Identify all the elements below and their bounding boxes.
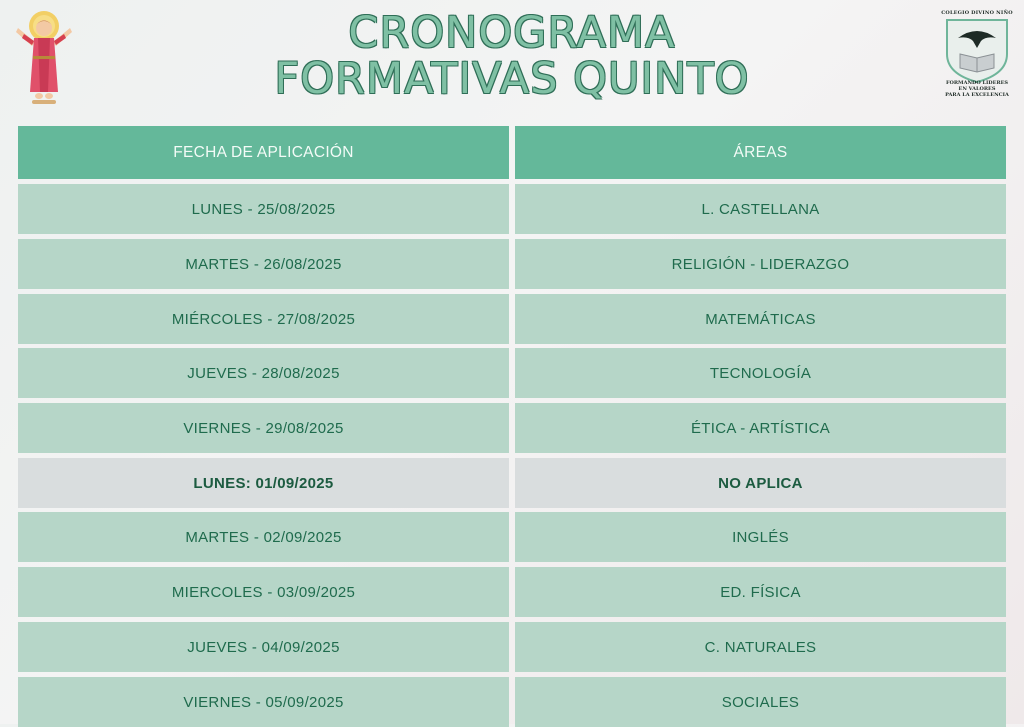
area-cell: TECNOLOGÍA: [515, 348, 1006, 398]
table-header-row: [18, 126, 1006, 176]
table-row: [18, 294, 1006, 344]
motto-line-3: PARA LA EXCELENCIA: [945, 92, 1009, 98]
title-line-1: CRONOGRAMA: [348, 8, 676, 58]
fecha-cell: JUEVES - 04/09/2025: [18, 622, 509, 672]
divino-nino-illustration: [8, 8, 80, 110]
title-line-2: FORMATIVAS QUINTO: [274, 54, 750, 104]
area-cell: L. CASTELLANA: [515, 184, 1006, 234]
fecha-cell: JUEVES - 28/08/2025: [18, 348, 509, 398]
school-name: COLEGIO DIVINO NIÑO: [941, 10, 1013, 16]
table-row: [18, 512, 1006, 562]
fecha-cell: MIÉRCOLES - 27/08/2025: [18, 294, 509, 344]
school-motto: [940, 80, 1014, 98]
table-row: [18, 677, 1006, 727]
area-cell: ED. FÍSICA: [515, 567, 1006, 617]
table-row-no-aplica: [18, 458, 1006, 508]
motto-line-1: FORMANDO LIDERES: [945, 80, 1009, 86]
shield-icon: [940, 14, 1014, 86]
fecha-cell: VIERNES - 05/09/2025: [18, 677, 509, 727]
motto-line-2: EN VALORES: [958, 86, 996, 92]
fecha-cell: MIERCOLES - 03/09/2025: [18, 567, 509, 617]
header-fecha: FECHA DE APLICACIÓN: [18, 126, 509, 179]
table-row: [18, 622, 1006, 672]
area-cell: ÉTICA - ARTÍSTICA: [515, 403, 1006, 453]
fecha-cell: MARTES - 26/08/2025: [18, 239, 509, 289]
fecha-cell: LUNES: 01/09/2025: [18, 458, 509, 508]
area-cell: MATEMÁTICAS: [515, 294, 1006, 344]
area-cell: C. NATURALES: [515, 622, 1006, 672]
area-cell: INGLÉS: [515, 512, 1006, 562]
area-cell: NO APLICA: [515, 458, 1006, 508]
page-title: [200, 10, 824, 102]
table-row: [18, 239, 1006, 289]
area-cell: SOCIALES: [515, 677, 1006, 727]
school-logo: [940, 10, 1014, 102]
header-areas: ÁREAS: [515, 126, 1006, 179]
table-row: [18, 348, 1006, 398]
area-cell: RELIGIÓN - LIDERAZGO: [515, 239, 1006, 289]
fecha-cell: MARTES - 02/09/2025: [18, 512, 509, 562]
fecha-cell: VIERNES - 29/08/2025: [18, 403, 509, 453]
table-row: [18, 184, 1006, 234]
table-row: [18, 567, 1006, 617]
fecha-cell: LUNES - 25/08/2025: [18, 184, 509, 234]
table-row: [18, 403, 1006, 453]
